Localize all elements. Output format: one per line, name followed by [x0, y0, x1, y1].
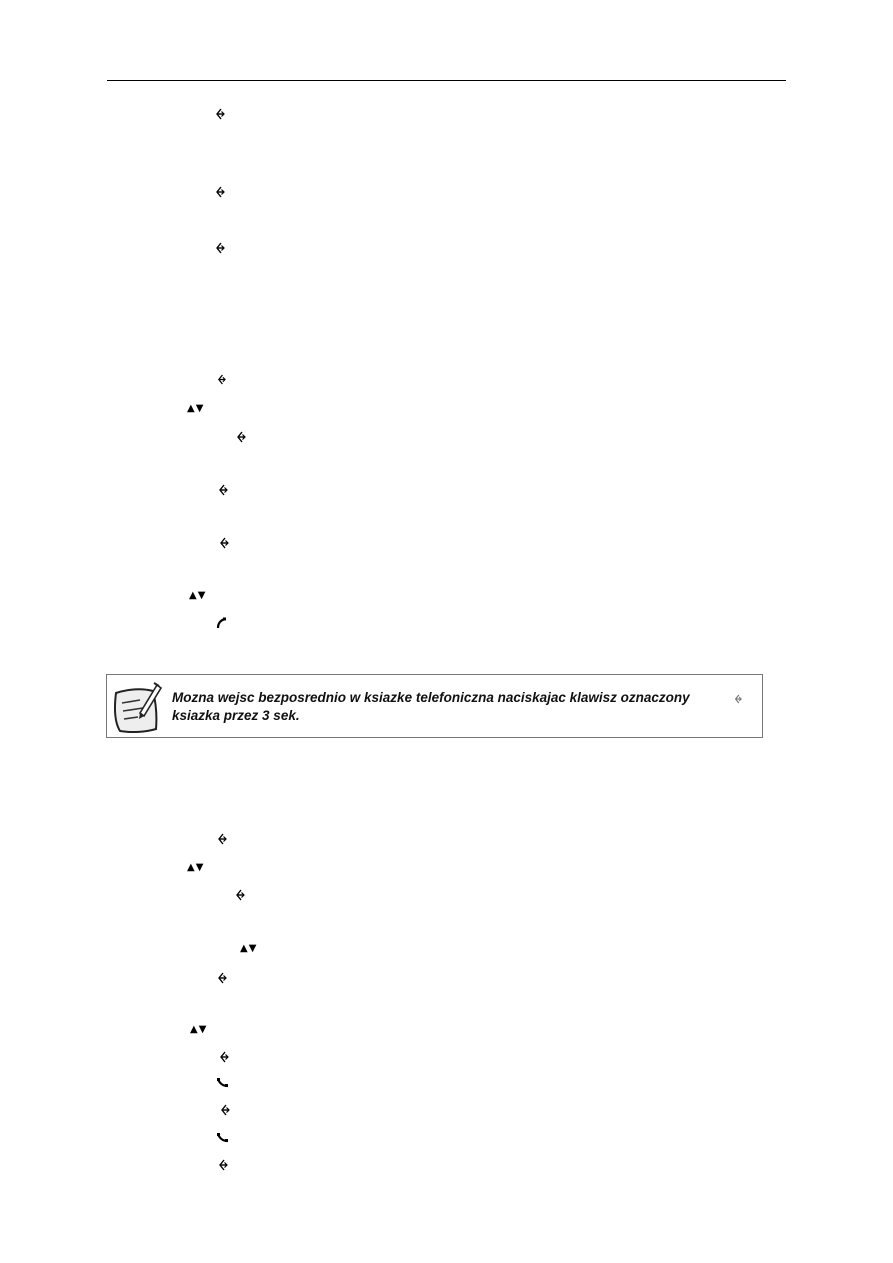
ok-key-icon	[217, 374, 226, 385]
up-down-arrows-icon: ▲▼	[187, 403, 205, 414]
on-hook-handset-icon	[217, 1133, 229, 1143]
ok-key-icon	[220, 1104, 230, 1116]
ok-key-icon	[215, 108, 225, 120]
header-rule	[107, 80, 786, 81]
ok-key-icon	[215, 242, 225, 254]
ok-key-icon	[236, 431, 246, 443]
ok-key-icon	[218, 1159, 228, 1171]
ok-key-icon	[235, 889, 245, 901]
note-pencil-icon	[110, 679, 162, 735]
up-down-arrows-icon: ▲▼	[189, 590, 207, 601]
ok-key-icon	[219, 1051, 229, 1063]
off-hook-handset-icon	[216, 617, 226, 629]
ok-key-icon	[217, 833, 227, 845]
phonebook-key-icon	[734, 694, 742, 704]
on-hook-handset-icon	[217, 1078, 229, 1088]
up-down-arrows-icon: ▲▼	[190, 1024, 208, 1035]
note-line-1: Mozna wejsc bezposrednio w ksiazke telefoniczna naciskajac klawisz oznaczony	[172, 690, 690, 705]
up-down-arrows-icon: ▲▼	[187, 862, 205, 873]
note-line-2: ksiazka przez 3 sek.	[172, 708, 300, 723]
ok-key-icon	[218, 484, 228, 496]
up-down-arrows-icon: ▲▼	[240, 943, 258, 954]
ok-key-icon	[217, 972, 227, 984]
note-text	[172, 689, 732, 725]
note-box	[106, 674, 763, 738]
ok-key-icon	[219, 537, 229, 549]
ok-key-icon	[215, 186, 225, 198]
